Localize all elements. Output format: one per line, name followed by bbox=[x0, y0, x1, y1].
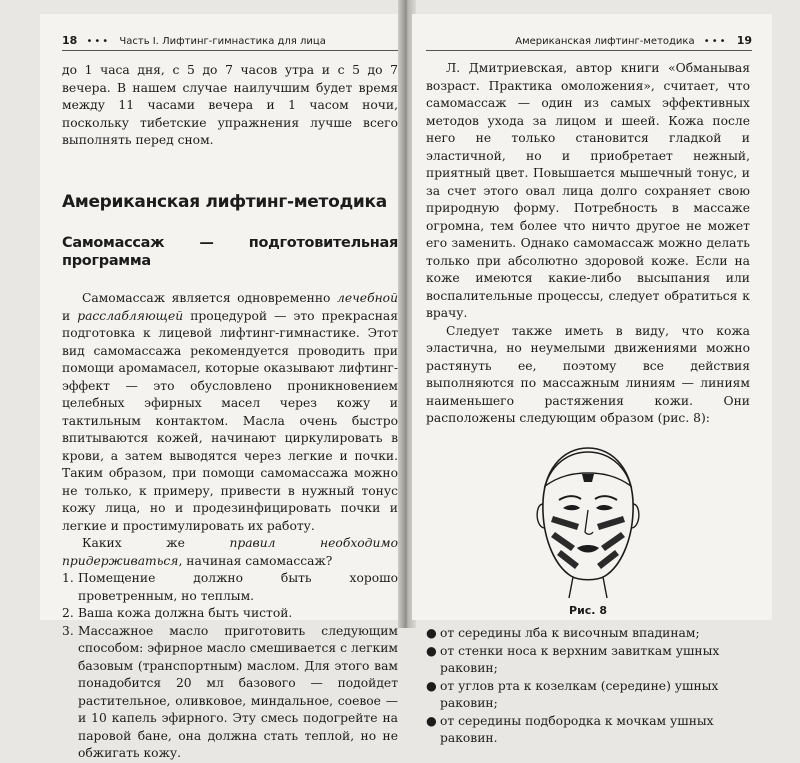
figure-massage-lines bbox=[426, 440, 750, 620]
list-item bbox=[426, 678, 750, 713]
paragraph-rules-question: Каких же правил необходимо придерживаться, начиная самомассаж? bbox=[62, 536, 398, 568]
chapter-title: Часть I. Лифтинг-гимнастика для лица bbox=[119, 36, 326, 47]
right-page bbox=[412, 14, 772, 745]
figure-caption: Рис. 8 bbox=[569, 603, 607, 617]
left-page-number: 18 bbox=[62, 34, 78, 47]
right-page-number: 19 bbox=[736, 34, 752, 47]
paragraph-dmitrievskaya: Л. Дмитриевская, автор книги «Обманывая возраст. Практика омоложения», считает, что самомассаж — один из самых эффективных методов ухода за лицом и шеей. Кожа после него не только становится гладкой и эластичной, но и приобретает нежный, приятный цвет. Повышается мышечный тонус, и за счет этого овал лица долго сохраняет свою природную форму. Потребность в массаже огромна, тем более что ничто другое не может его заменить. Однако самомассаж можно делать только при абсолютно здоровой коже. Если на коже имеются какие-либо высыпания или воспалительные процессы, следует обратиться к врачу. bbox=[426, 61, 750, 320]
paragraph-self-massage: Самомассаж является одновременно лечебной и расслабляющей процедурой — это прекрасная подготовка к лицевой лифтинг-гимнастике. Этот вид самомассажа рекомендуется проводить при помощи аромамасел, которые оказывают лифтинг-эффект — это обусловлено проникновением целебных эфирных масел через кожу и тактильным контактом. Масла очень быстро впитываются кожей, начинают циркулировать в крови, а затем выводятся через легкие и почки. Таким образом, при помощи самомассажа можно не только, к примеру, привести в нужный тонус кожу лица, но и продезинфицировать почки и легкие и простимулировать их работу. bbox=[62, 291, 398, 533]
list-text: от углов рта к козелкам (середине) ушных раковин; bbox=[440, 678, 719, 710]
list-text: Массажное масло приготовить следующим способом: эфирное масло смешивается с легким базовым (транспортным) маслом. Для этого вам понадобится 20 мл базового — подойдет растительное, оливковое, миндальное, соевое — и 10 капель эфирного. Эту смесь подогрейте на паровой бане, она должна стать теплой, но не обжигать кожу. bbox=[78, 623, 398, 760]
list-text: Ваша кожа должна быть чистой. bbox=[78, 606, 293, 620]
list-item bbox=[426, 643, 750, 678]
face-massage-lines-illustration bbox=[513, 440, 663, 600]
rules-list bbox=[62, 570, 398, 763]
list-number: 2. bbox=[62, 606, 74, 620]
left-page-body bbox=[62, 62, 398, 763]
list-text: от середины лба к височным впадинам; bbox=[440, 626, 700, 640]
list-item bbox=[426, 625, 750, 643]
bullet-icon: ● bbox=[426, 643, 437, 658]
list-item bbox=[426, 713, 750, 748]
list-text: от середины подбородка к мочкам ушных раковин. bbox=[440, 713, 714, 745]
running-title: Американская лифтинг-методика bbox=[515, 36, 695, 47]
bullet-icon: ● bbox=[426, 678, 437, 693]
bullet-icon: ● bbox=[426, 713, 437, 728]
paragraph-massage-lines: Следует также иметь в виду, что кожа эластична, но неумелыми движениями можно растянуть ее, поэтому все действия выполняются по массажным линиям — линиям наименьшего растяжения кожи. Они расположены следующим образом (рис. 8): bbox=[426, 323, 750, 425]
massage-lines-list bbox=[426, 625, 750, 748]
running-head-dots: ••• bbox=[86, 36, 111, 47]
list-item bbox=[62, 623, 398, 763]
bullet-icon: ● bbox=[426, 626, 437, 640]
left-running-head bbox=[62, 32, 400, 51]
intro-paragraph: до 1 часа дня, с 5 до 7 часов утра и с 5 до 7 вечера. В нашем случае наилучшим будет время между 11 часами вечера и 1 часом ночи, поскольку тибетские упражнения лучше всего выполнять перед сном. bbox=[62, 63, 398, 147]
list-item bbox=[62, 605, 398, 623]
section-heading: Американская лифтинг-методика bbox=[62, 191, 387, 212]
list-text: Помещение должно быть хорошо проветренным, но теплым. bbox=[78, 571, 398, 603]
left-page bbox=[40, 14, 404, 760]
list-number: 1. bbox=[62, 571, 74, 585]
running-head-dots: ••• bbox=[703, 36, 728, 47]
list-text: от стенки носа к верхним завиткам ушных раковин; bbox=[440, 643, 720, 675]
list-number: 3. bbox=[62, 623, 74, 638]
subsection-heading: Самомассаж — подготовительная программа bbox=[62, 235, 398, 269]
right-page-body bbox=[426, 60, 750, 748]
right-running-head bbox=[426, 32, 752, 51]
list-item bbox=[62, 570, 398, 605]
